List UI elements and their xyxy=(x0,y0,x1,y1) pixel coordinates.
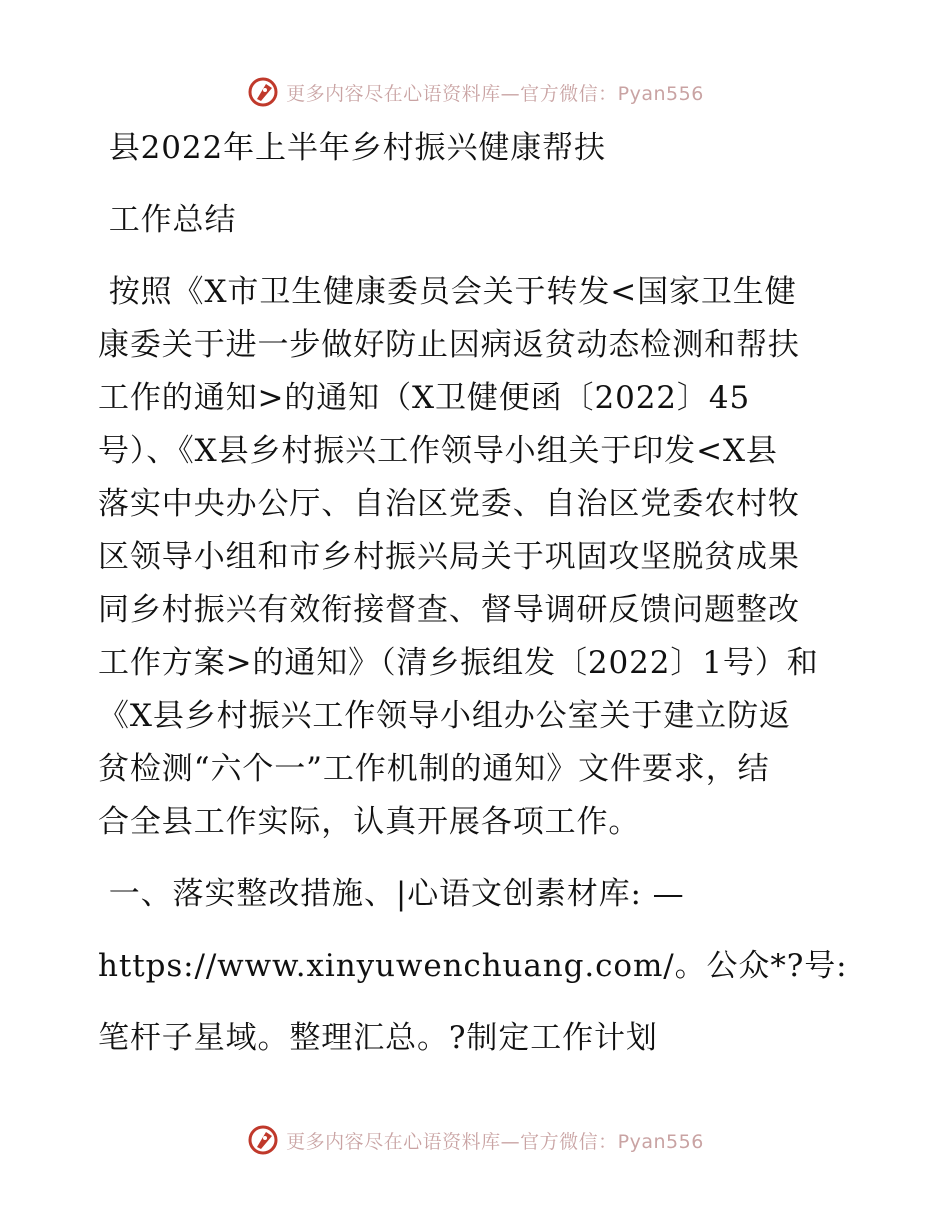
paragraph-line: 《X县乡村振兴工作领导小组办公室关于建立防返 xyxy=(98,698,791,734)
pen-nib-logo-icon xyxy=(246,75,280,109)
watermark-banner-top xyxy=(0,72,950,112)
paragraph-line: 号）、《X县乡村振兴工作领导小组关于印发<X县 xyxy=(98,433,778,469)
paragraph-line: 工作的通知>的通知（X卫健便函〔2022〕45 xyxy=(98,380,751,416)
section-line: https://www.xinyuwenchuang.com/。公众*?号: xyxy=(98,948,848,984)
section-heading-line: 一、落实整改措施、|心语文创素材库: — xyxy=(98,876,685,912)
paragraph-line: 康委关于进一步做好防止因病返贫动态检测和帮扶 xyxy=(98,327,800,363)
paragraph-line: 同乡村振兴有效衔接督查、督导调研反馈问题整改 xyxy=(98,592,800,628)
pen-nib-logo-icon xyxy=(246,1123,280,1157)
title-line-2: 工作总结 xyxy=(98,202,237,238)
paragraph-line: 区领导小组和市乡村振兴局关于巩固攻坚脱贫成果 xyxy=(98,539,800,575)
document-body xyxy=(98,122,888,1065)
watermark-text: 更多内容尽在心语资料库—官方微信：Pyan556 xyxy=(286,1130,704,1153)
watermark-text: 更多内容尽在心语资料库—官方微信：Pyan556 xyxy=(286,82,704,105)
paragraph-line: 落实中央办公厅、自治区党委、自治区党委农村牧 xyxy=(98,486,800,522)
paragraph-line: 按照《X市卫生健康委员会关于转发<国家卫生健 xyxy=(98,274,797,310)
title-line-1: 县2022年上半年乡村振兴健康帮扶 xyxy=(98,130,606,166)
paragraph-line: 工作方案>的通知》（清乡振组发〔2022〕1号）和 xyxy=(98,645,819,681)
paragraph-line: 贫检测“六个一”工作机制的通知》文件要求，结 xyxy=(98,751,770,787)
paragraph-line: 合全县工作实际，认真开展各项工作。 xyxy=(98,804,641,840)
watermark-banner-bottom xyxy=(0,1120,950,1160)
section-line: 笔杆子星域。整理汇总。?制定工作计划 xyxy=(98,1020,658,1056)
